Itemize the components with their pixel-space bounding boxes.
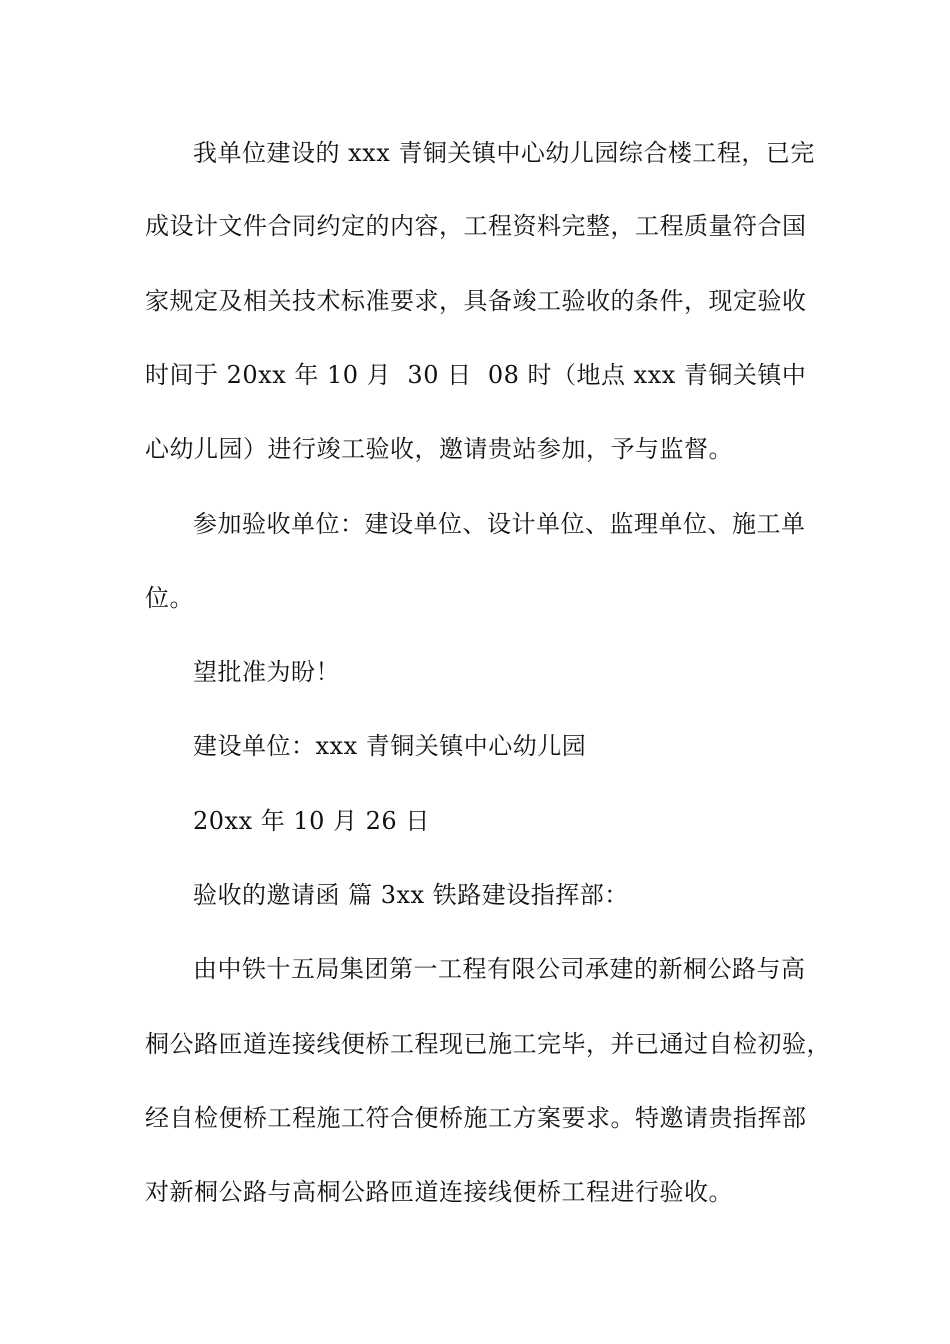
section-heading: 验收的邀请函 篇 3xx 铁路建设指挥部： [193,881,629,909]
signatory-unit: 建设单位：xxx 青铜关镇中心幼儿园 [193,732,587,760]
paragraph-1-line-3: 家规定及相关技术标准要求，具备竣工验收的条件，现定验收 [145,287,807,315]
paragraph-1-line-1: 我单位建设的 xxx 青铜关镇中心幼儿园综合楼工程，已完 [193,139,815,167]
closing-request: 望批准为盼！ [193,658,340,686]
paragraph-3-line-1: 由中铁十五局集团第一工程有限公司承建的新桐公路与高 [193,955,806,983]
paragraph-2-line-2: 位。 [145,584,194,612]
paragraph-1-line-5: 心幼儿园）进行竣工验收，邀请贵站参加，予与监督。 [145,435,733,463]
paragraph-2-line-1: 参加验收单位：建设单位、设计单位、监理单位、施工单 [193,510,806,538]
paragraph-3-line-2: 桐公路匝道连接线便桥工程现已施工完毕，并已通过自检初验， [145,1030,831,1058]
paragraph-3-line-4: 对新桐公路与高桐公路匝道连接线便桥工程进行验收。 [145,1178,733,1206]
paragraph-3-line-3: 经自检便桥工程施工符合便桥施工方案要求。特邀请贵指挥部 [145,1104,807,1132]
paragraph-1-line-4: 时间于 20xx 年 10 月 30 日 08 时（地点 xxx 青铜关镇中 [145,361,807,389]
signature-date: 20xx 年 10 月 26 日 [193,807,430,835]
paragraph-1-line-2: 成设计文件合同约定的内容，工程资料完整，工程质量符合国 [145,212,807,240]
